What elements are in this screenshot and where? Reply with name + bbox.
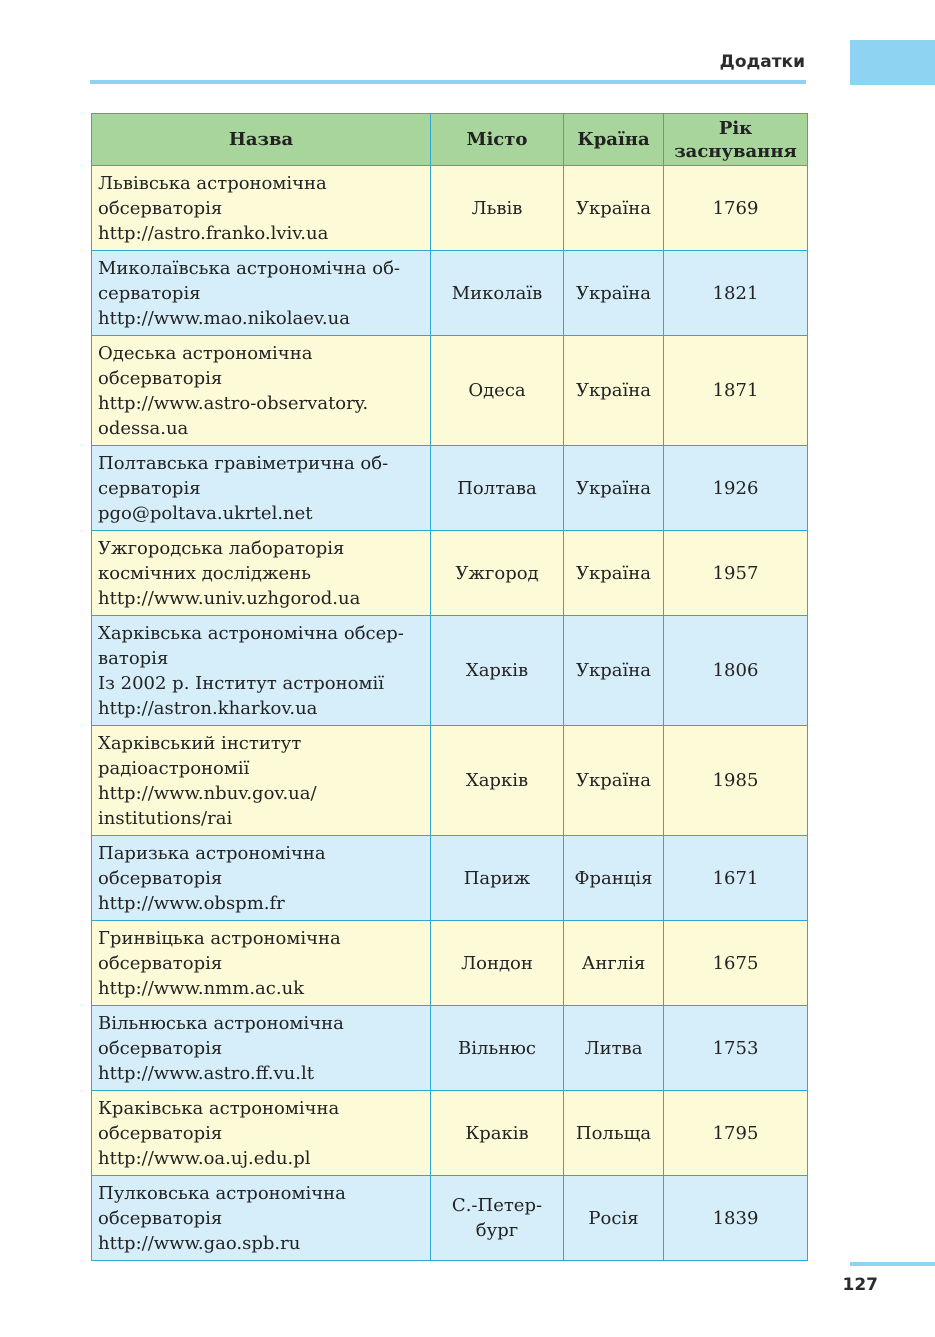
observatory-name-cell bbox=[92, 836, 431, 921]
table-row bbox=[92, 336, 808, 446]
column-header-year-line: Рік bbox=[718, 117, 753, 139]
city-cell bbox=[431, 251, 564, 336]
observatory-name-cell bbox=[92, 336, 431, 446]
country-cell: Україна bbox=[564, 251, 664, 336]
observatory-name-cell bbox=[92, 1176, 431, 1261]
observatory-name-line: обсерваторія bbox=[98, 1123, 223, 1144]
observatory-name-line: Полтавська гравіметрична об- bbox=[98, 453, 389, 474]
year-cell: 1839 bbox=[664, 1176, 808, 1261]
observatory-name-cell bbox=[92, 531, 431, 616]
table-row bbox=[92, 166, 808, 251]
observatory-name-line: odessa.ua bbox=[98, 418, 189, 439]
city-line: Ужгород bbox=[455, 562, 539, 584]
country-cell: Україна bbox=[564, 531, 664, 616]
table-row bbox=[92, 726, 808, 836]
observatory-name-cell bbox=[92, 1091, 431, 1176]
observatory-name-line: http://www.mao.nikolaev.ua bbox=[98, 308, 350, 329]
observatory-name-line: обсерваторія bbox=[98, 368, 223, 389]
city-cell bbox=[431, 921, 564, 1006]
observatory-name-cell bbox=[92, 1006, 431, 1091]
city-line: Львів bbox=[471, 197, 523, 219]
city-cell bbox=[431, 166, 564, 251]
observatory-name-line: Львівська астрономічна bbox=[98, 173, 327, 194]
column-header-year-line: заснування bbox=[674, 140, 797, 162]
column-header-city: Місто bbox=[431, 114, 564, 166]
country-cell: Польща bbox=[564, 1091, 664, 1176]
column-header-year bbox=[664, 114, 808, 166]
observatory-name-line: ваторія bbox=[98, 648, 169, 669]
table-row bbox=[92, 1006, 808, 1091]
section-title: Додатки bbox=[719, 52, 805, 72]
year-cell: 1769 bbox=[664, 166, 808, 251]
observatory-name-line: Одеська астрономічна bbox=[98, 343, 313, 364]
observatory-name-line: Миколаївська астрономічна об- bbox=[98, 258, 400, 279]
table-row bbox=[92, 921, 808, 1006]
observatory-name-line: обсерваторія bbox=[98, 198, 223, 219]
observatory-name-cell bbox=[92, 446, 431, 531]
city-cell bbox=[431, 1006, 564, 1091]
observatory-name-line: Харківський інститут bbox=[98, 733, 302, 754]
column-header-country: Країна bbox=[564, 114, 664, 166]
city-line: Вільнюс bbox=[458, 1037, 536, 1059]
observatories-table bbox=[91, 113, 808, 1261]
observatory-name-line: космічних досліджень bbox=[98, 563, 311, 584]
city-cell bbox=[431, 336, 564, 446]
city-cell bbox=[431, 726, 564, 836]
city-line: Харків bbox=[465, 660, 529, 681]
year-cell: 1926 bbox=[664, 446, 808, 531]
country-cell: Україна bbox=[564, 616, 664, 726]
city-line: Париж bbox=[463, 867, 531, 889]
column-header-name: Назва bbox=[92, 114, 431, 166]
year-cell: 1671 bbox=[664, 836, 808, 921]
table-row bbox=[92, 446, 808, 531]
table-row bbox=[92, 251, 808, 336]
observatory-name-line: http://www.univ.uzhgorod.ua bbox=[98, 588, 361, 609]
observatory-name-line: обсерваторія bbox=[98, 1208, 223, 1229]
city-cell bbox=[431, 446, 564, 531]
observatory-name-line: http://www.oa.uj.edu.pl bbox=[98, 1148, 311, 1169]
country-cell: Франція bbox=[564, 836, 664, 921]
observatory-name-cell bbox=[92, 616, 431, 726]
table-row bbox=[92, 1176, 808, 1261]
city-cell bbox=[431, 1091, 564, 1176]
observatory-name-line: Вільнюська астрономічна bbox=[98, 1013, 344, 1034]
city-cell bbox=[431, 531, 564, 616]
page-number: 127 bbox=[842, 1275, 878, 1295]
observatory-name-line: Гринвіцька астрономічна bbox=[98, 928, 341, 949]
observatory-name-line: Харківська астрономічна обсер- bbox=[98, 623, 404, 644]
observatory-name-line: Краківська астрономічна bbox=[98, 1098, 340, 1119]
country-cell: Литва bbox=[564, 1006, 664, 1091]
table-row bbox=[92, 836, 808, 921]
year-cell: 1871 bbox=[664, 336, 808, 446]
year-cell: 1957 bbox=[664, 531, 808, 616]
header-color-tab bbox=[850, 40, 935, 85]
observatory-name-line: http://www.astro.ff.vu.lt bbox=[98, 1063, 314, 1084]
city-line: Одеса bbox=[468, 380, 526, 401]
observatory-name-line: institutions/rai bbox=[98, 808, 233, 829]
country-cell: Україна bbox=[564, 446, 664, 531]
country-cell: Україна bbox=[564, 166, 664, 251]
table-row bbox=[92, 1091, 808, 1176]
table-row bbox=[92, 616, 808, 726]
year-cell: 1675 bbox=[664, 921, 808, 1006]
city-cell bbox=[431, 836, 564, 921]
city-line: бург bbox=[475, 1220, 519, 1241]
observatory-name-line: http://astron.kharkov.ua bbox=[98, 698, 318, 719]
city-line: Харків bbox=[465, 770, 529, 791]
observatory-name-line: http://www.obspm.fr bbox=[98, 893, 285, 914]
observatory-name-line: обсерваторія bbox=[98, 953, 223, 974]
observatory-name-cell bbox=[92, 166, 431, 251]
city-line: Миколаїв bbox=[451, 282, 543, 304]
table-row bbox=[92, 531, 808, 616]
country-cell: Україна bbox=[564, 336, 664, 446]
city-line: Лондон bbox=[461, 952, 533, 974]
year-cell: 1753 bbox=[664, 1006, 808, 1091]
city-line: Краків bbox=[465, 1122, 529, 1144]
observatory-name-line: Ужгородська лабораторія bbox=[98, 538, 345, 559]
footer-divider bbox=[850, 1262, 935, 1266]
observatory-name-line: обсерваторія bbox=[98, 868, 223, 889]
observatory-name-line: обсерваторія bbox=[98, 1038, 223, 1059]
observatory-name-line: http://www.astro-observatory. bbox=[98, 393, 369, 414]
year-cell: 1795 bbox=[664, 1091, 808, 1176]
observatory-name-line: Пулковська астрономічна bbox=[98, 1183, 346, 1204]
observatory-name-cell bbox=[92, 921, 431, 1006]
city-cell bbox=[431, 616, 564, 726]
country-cell: Україна bbox=[564, 726, 664, 836]
observatory-name-cell bbox=[92, 726, 431, 836]
observatory-name-line: серваторія bbox=[98, 283, 201, 304]
year-cell: 1806 bbox=[664, 616, 808, 726]
observatory-name-line: http://www.nbuv.gov.ua/ bbox=[98, 783, 317, 804]
header-divider bbox=[90, 80, 806, 84]
year-cell: 1821 bbox=[664, 251, 808, 336]
observatory-name-line: http://www.gao.spb.ru bbox=[98, 1233, 301, 1254]
country-cell: Англія bbox=[564, 921, 664, 1006]
observatory-name-cell bbox=[92, 251, 431, 336]
observatory-name-line: Із 2002 р. Інститут астрономії bbox=[98, 673, 384, 694]
city-cell bbox=[431, 1176, 564, 1261]
country-cell: Росія bbox=[564, 1176, 664, 1261]
table-header-row bbox=[92, 114, 808, 166]
observatory-name-line: pgo@poltava.ukrtel.net bbox=[98, 503, 313, 524]
observatory-name-line: радіоастрономії bbox=[98, 758, 250, 779]
observatory-name-line: серваторія bbox=[98, 478, 201, 499]
observatory-name-line: Паризька астрономічна bbox=[98, 843, 326, 864]
city-line: С.-Петер- bbox=[451, 1195, 543, 1216]
observatory-name-line: http://astro.franko.lviv.ua bbox=[98, 223, 329, 244]
observatory-name-line: http://www.nmm.ac.uk bbox=[98, 978, 305, 999]
city-line: Полтава bbox=[457, 477, 537, 499]
year-cell: 1985 bbox=[664, 726, 808, 836]
